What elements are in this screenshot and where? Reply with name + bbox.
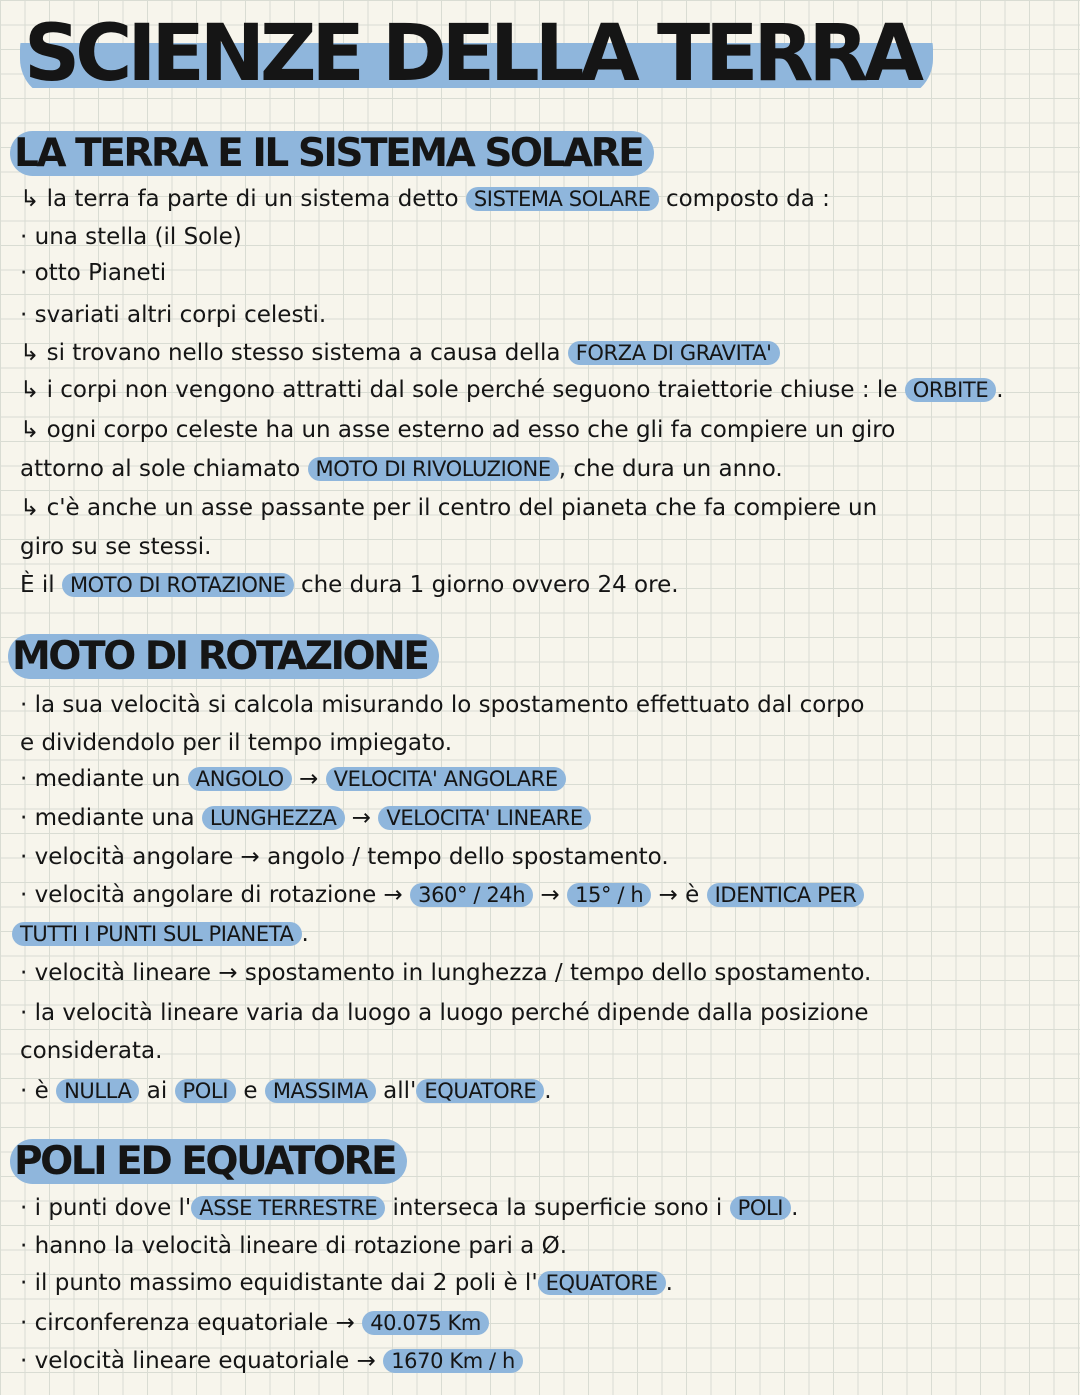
text-line	[20, 336, 780, 370]
text-line	[20, 1191, 798, 1225]
text-line	[12, 917, 309, 951]
text-segment: →	[533, 882, 568, 908]
text-line	[20, 1229, 567, 1263]
highlight-keyword: EQUATORE	[538, 1271, 666, 1295]
page-title	[20, 4, 933, 104]
text-segment: .	[544, 1078, 552, 1104]
text-segment: · circonferenza equatoriale →	[20, 1310, 363, 1336]
text-segment: · hanno la velocità lineare di rotazione pari a Ø.	[20, 1233, 568, 1259]
highlight-keyword: POLI	[175, 1079, 237, 1103]
text-line	[20, 996, 868, 1030]
text-segment: ↳ ogni corpo celeste ha un asse esterno ad esso che gli fa compiere un giro	[20, 417, 896, 443]
text-segment: →	[344, 805, 379, 831]
text-line	[20, 878, 864, 912]
text-segment: · velocità lineare equatoriale →	[20, 1348, 384, 1374]
highlight-keyword: ASSE TERRESTRE	[191, 1196, 385, 1220]
text-line	[20, 956, 871, 990]
text-segment: · è	[20, 1078, 57, 1104]
text-segment: · velocità angolare → angolo / tempo dello spostamento.	[20, 844, 669, 870]
text-segment: .	[791, 1195, 799, 1221]
text-segment: interseca la superficie sono i	[385, 1195, 730, 1221]
text-segment: e dividendolo per il tempo impiegato.	[20, 730, 453, 756]
text-line	[20, 762, 566, 796]
text-line	[20, 182, 830, 216]
text-line	[20, 1266, 673, 1300]
highlight-keyword: SISTEMA SOLARE	[466, 187, 659, 211]
text-line	[20, 413, 895, 447]
text-line	[20, 256, 166, 290]
text-segment: → è	[651, 882, 707, 908]
text-segment: .	[665, 1270, 673, 1296]
text-line	[20, 373, 1004, 407]
section-heading: MOTO DI ROTAZIONE	[8, 633, 439, 681]
text-segment: ai	[139, 1078, 175, 1104]
text-segment: ↳ si trovano nello stesso sistema a causa della	[20, 340, 568, 366]
highlight-keyword: POLI	[730, 1196, 792, 1220]
text-line	[20, 726, 452, 760]
text-segment: · il punto massimo equidistante dai 2 poli è l'	[20, 1270, 538, 1296]
text-segment: ↳ c'è anche un asse passante per il centro del pianeta che fa compiere un	[20, 495, 878, 521]
text-segment: ↳ i corpi non vengono attratti dal sole perché seguono traiettorie chiuse : le	[20, 377, 905, 403]
text-segment: .	[301, 921, 309, 947]
highlight-keyword: MOTO DI RIVOLUZIONE	[308, 457, 559, 481]
text-line	[20, 530, 211, 564]
text-segment: attorno al sole chiamato	[20, 456, 308, 482]
highlight-keyword: VELOCITA' LINEARE	[378, 806, 590, 830]
text-segment: · i punti dove l'	[20, 1195, 192, 1221]
text-line	[20, 1074, 552, 1108]
text-segment: · la velocità lineare varia da luogo a luogo perché dipende dalla posizione	[20, 1000, 869, 1026]
text-line	[20, 801, 591, 835]
text-line	[20, 1034, 162, 1068]
text-segment: · una stella (il Sole)	[20, 224, 242, 250]
text-segment: →	[291, 766, 326, 792]
highlight-keyword: VELOCITA' ANGOLARE	[326, 767, 566, 791]
highlight-keyword: 40.075 Km	[362, 1311, 489, 1335]
text-line	[20, 1306, 489, 1340]
title-highlight: SCIENZE DELLA TERRA	[20, 9, 933, 99]
text-segment: È il	[20, 572, 62, 598]
text-segment: .	[996, 377, 1004, 403]
text-segment: composto da :	[658, 186, 830, 212]
text-line	[20, 568, 679, 602]
text-segment: · svariati altri corpi celesti.	[20, 302, 327, 328]
text-line	[20, 452, 783, 486]
text-segment: · velocità angolare di rotazione →	[20, 882, 411, 908]
text-segment: all'	[375, 1078, 417, 1104]
highlight-keyword: FORZA DI GRAVITA'	[568, 341, 780, 365]
highlight-keyword: LUNGHEZZA	[202, 806, 345, 830]
text-segment: ↳ la terra fa parte di un sistema detto	[20, 186, 466, 212]
text-line	[20, 840, 669, 874]
text-segment: · velocità lineare → spostamento in lunghezza / tempo dello spostamento.	[20, 960, 872, 986]
text-segment: che dura 1 giorno ovvero 24 ore.	[293, 572, 679, 598]
text-segment: considerata.	[20, 1038, 163, 1064]
highlight-keyword: ANGOLO	[188, 767, 292, 791]
text-segment: · mediante una	[20, 805, 202, 831]
highlight-keyword: EQUATORE	[416, 1079, 544, 1103]
highlight-keyword: MOTO DI ROTAZIONE	[62, 573, 294, 597]
highlight-keyword: 1670 Km / h	[383, 1349, 523, 1373]
text-segment: e	[236, 1078, 265, 1104]
highlight-keyword: NULLA	[56, 1079, 139, 1103]
highlight-keyword: MASSIMA	[265, 1079, 376, 1103]
text-segment: , che dura un anno.	[558, 456, 783, 482]
highlight-keyword: 15° / h	[567, 883, 651, 907]
highlight-keyword: TUTTI I PUNTI SUL PIANETA	[12, 922, 302, 946]
text-line	[20, 298, 326, 332]
text-segment: · mediante un	[20, 766, 188, 792]
text-line	[20, 220, 242, 254]
text-line	[20, 491, 877, 525]
highlight-keyword: IDENTICA PER	[707, 883, 865, 907]
section-heading: LA TERRA E IL SISTEMA SOLARE	[10, 130, 654, 178]
text-segment: giro su se stessi.	[20, 534, 212, 560]
text-line	[20, 1344, 523, 1378]
text-line	[20, 688, 864, 722]
section-heading: POLI ED EQUATORE	[10, 1138, 407, 1186]
text-segment: · la sua velocità si calcola misurando lo spostamento effettuato dal corpo	[20, 692, 865, 718]
highlight-keyword: 360° / 24h	[410, 883, 533, 907]
highlight-keyword: ORBITE	[905, 378, 996, 402]
text-segment: · otto Pianeti	[20, 260, 167, 286]
